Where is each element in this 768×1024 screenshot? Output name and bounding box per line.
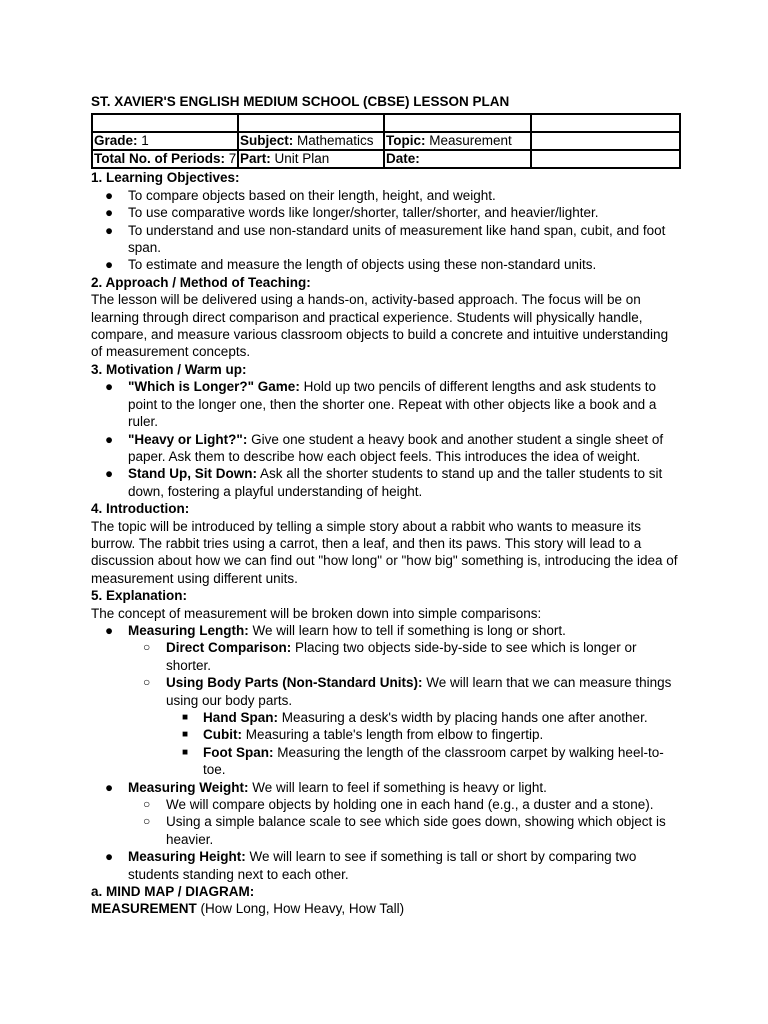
item-text: Hold up two pencils of different lengths and ask students to point to the longer one, then the shorter one. Repeat with other objects like a book and a ruler.	[128, 379, 657, 430]
item-text: Measuring a table's length from elbow to fingertip.	[241, 727, 544, 743]
meta-cell	[531, 132, 680, 150]
bullet-icon: ●	[105, 257, 114, 273]
date-label: Date:	[386, 151, 420, 167]
section-heading-mindmap: a. MIND MAP / DIAGRAM:	[91, 884, 255, 900]
bullet-icon: ●	[105, 466, 114, 482]
introduction-paragraph: The topic will be introduced by telling a simple story about a rabbit who wants to measure its burrow. The rabbit tries using a carrot, then a leaf, and then its paws. This story will lead to a discussion about how we can find out "how long" or "how big" something is, introducing the idea of measurement using different units.	[91, 518, 678, 586]
subject-label: Subject:	[240, 133, 294, 149]
part-label: Part:	[240, 151, 271, 167]
meta-empty-row	[92, 114, 680, 132]
subject-cell	[238, 132, 384, 150]
item-bold-label: Measuring Height:	[128, 849, 246, 865]
periods-label: Total No. of Periods:	[94, 151, 225, 167]
list-item	[91, 378, 681, 430]
list-item	[128, 639, 681, 674]
list-item	[166, 726, 681, 743]
circle-bullet-icon: ○	[143, 675, 151, 690]
grade-value: 1	[141, 133, 149, 149]
section-heading-approach: 2. Approach / Method of Teaching:	[91, 274, 311, 290]
item-text: We will learn how to tell if something is long or short.	[248, 622, 566, 638]
bullet-icon: ●	[105, 622, 114, 638]
item-text: We will learn to see if something is tall or short by comparing two students standing next to each other.	[128, 849, 637, 882]
lesson-plan-page	[91, 93, 681, 918]
circle-bullet-icon: ○	[143, 640, 151, 655]
meta-cell	[238, 114, 384, 132]
item-bold-label: Direct Comparison:	[166, 640, 292, 656]
approach-paragraph: The lesson will be delivered using a hands-on, activity-based approach. The focus will be on learning through direct comparison and practical experience. Students will physically handle, compare, and measure various classroom objects to build a concrete and intuitive understanding of measurement concepts.	[91, 292, 669, 360]
item-bold-label: Stand Up, Sit Down:	[128, 466, 257, 482]
item-text: We will learn that we can measure things using our body parts.	[166, 675, 672, 708]
list-item-text: To estimate and measure the length of objects using these non-standard units.	[128, 257, 597, 273]
bullet-icon: ●	[105, 431, 114, 447]
objectives-list	[91, 187, 681, 274]
list-item	[166, 709, 681, 726]
list-item-text: To use comparative words like longer/shorter, taller/shorter, and heavier/lighter.	[128, 205, 599, 221]
bullet-icon: ●	[105, 379, 114, 395]
meta-row	[92, 132, 680, 150]
lesson-meta-table	[91, 113, 681, 169]
item-bold-label: Hand Span:	[203, 710, 279, 725]
item-bold-label: Measuring Length:	[128, 622, 249, 638]
item-text: Give one student a heavy book and another student a single sheet of paper. Ask them to describe how each object feels. This introduces the idea of weight.	[128, 431, 664, 464]
item-bold-label: Using Body Parts (Non-Standard Units):	[166, 675, 423, 691]
mindmap-line	[91, 900, 681, 917]
periods-cell	[92, 150, 238, 168]
square-bullet-icon: ■	[182, 712, 189, 723]
item-bold-label: Foot Span:	[203, 744, 274, 760]
topic-label: Topic:	[386, 133, 426, 149]
item-text: We will compare objects by holding one in each hand (e.g., a duster and a stone).	[166, 797, 654, 813]
item-text: We will learn to feel if something is heavy or light.	[248, 779, 547, 795]
bullet-icon: ●	[105, 849, 114, 865]
list-item	[91, 431, 681, 466]
explanation-intro: The concept of measurement will be broken down into simple comparisons:	[91, 605, 542, 621]
list-item	[128, 674, 681, 778]
item-bold-label: Measuring Weight:	[128, 779, 249, 795]
body-units-list	[166, 709, 681, 779]
item-text: Measuring a desk's width by placing hands one after another.	[278, 710, 648, 725]
meta-row	[92, 150, 680, 168]
grade-label: Grade:	[94, 133, 138, 149]
list-item	[91, 848, 681, 883]
list-item	[91, 622, 681, 779]
grade-cell	[92, 132, 238, 150]
item-text: Using a simple balance scale to see which side goes down, showing which object is heavier.	[166, 814, 666, 847]
motivation-list	[91, 378, 681, 500]
topic-cell	[384, 132, 531, 150]
date-cell	[384, 150, 531, 168]
bullet-icon: ●	[105, 779, 114, 795]
item-bold-label: "Heavy or Light?":	[128, 431, 248, 447]
item-bold-label: "Which is Longer?" Game:	[128, 379, 300, 395]
periods-value: 7	[228, 151, 237, 167]
item-text: Ask all the shorter students to stand up and the taller students to sit down, fostering a playful understanding of height.	[128, 466, 663, 499]
list-item	[91, 465, 681, 500]
mindmap-root-label: MEASUREMENT	[91, 901, 197, 917]
circle-bullet-icon: ○	[143, 797, 151, 812]
bullet-icon: ●	[105, 205, 114, 221]
meta-cell	[531, 114, 680, 132]
topic-value: Measurement	[429, 133, 512, 149]
list-item	[91, 779, 681, 849]
list-item	[91, 256, 681, 273]
circle-bullet-icon: ○	[143, 814, 151, 829]
section-heading-objectives: 1. Learning Objectives:	[91, 170, 240, 186]
explanation-list	[91, 622, 681, 883]
list-item-text: To understand and use non-standard units of measurement like hand span, cubit, and foot span.	[128, 222, 666, 256]
item-text: Placing two objects side-by-side to see which is longer or shorter.	[166, 640, 637, 673]
list-item	[91, 222, 681, 257]
list-item-text: To compare objects based on their length, height, and weight.	[128, 187, 496, 203]
bullet-icon: ●	[105, 222, 114, 238]
length-sublist	[128, 639, 681, 778]
meta-cell	[384, 114, 531, 132]
mindmap-root-text: (How Long, How Heavy, How Tall)	[196, 901, 405, 917]
item-text: Measuring the length of the classroom carpet by walking heel-to-toe.	[203, 744, 664, 778]
item-bold-label: Cubit:	[203, 727, 242, 743]
section-heading-motivation: 3. Motivation / Warm up:	[91, 361, 247, 377]
document-title: ST. XAVIER'S ENGLISH MEDIUM SCHOOL (CBSE) LESSON PLAN	[91, 94, 510, 109]
section-heading-explanation: 5. Explanation:	[91, 588, 188, 604]
square-bullet-icon: ■	[182, 746, 189, 758]
list-item	[128, 796, 681, 813]
meta-cell	[92, 114, 238, 132]
subject-value: Mathematics	[297, 133, 374, 149]
part-cell	[238, 150, 384, 168]
list-item	[128, 813, 681, 848]
square-bullet-icon: ■	[182, 729, 189, 741]
part-value: Unit Plan	[274, 151, 330, 167]
section-heading-introduction: 4. Introduction:	[91, 501, 190, 517]
bullet-icon: ●	[105, 187, 114, 203]
weight-sublist	[128, 796, 681, 848]
list-item	[91, 187, 681, 204]
meta-cell	[531, 150, 680, 168]
list-item	[166, 744, 681, 779]
list-item	[91, 204, 681, 221]
